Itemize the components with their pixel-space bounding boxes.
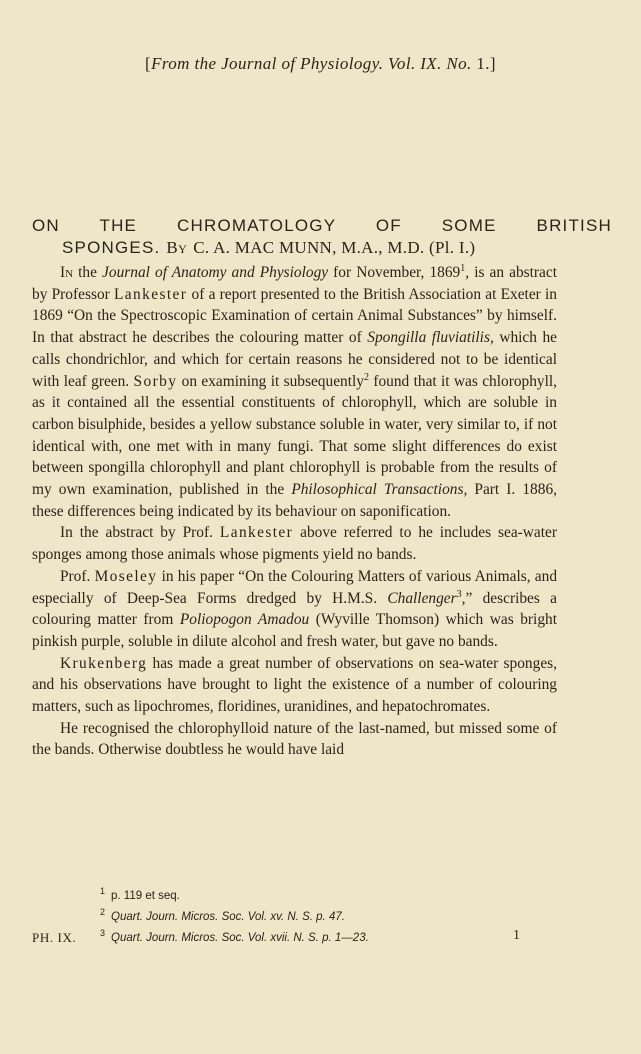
title-line-2 <box>32 237 612 259</box>
text-run: the <box>73 264 103 281</box>
paragraph-3 <box>32 566 557 653</box>
text-run: found that it was chlorophyll, as it contained all the essential constituents of chlorophyll, which are soluble in carbon bisulphide, besides a yellow substance soluble in water, very similar to, if not identical with, one met with in many fungi. That some slight differences do exist between spongilla chlorophyll and plant chlorophyll is probable from the results of my own examination, published in the <box>32 372 558 499</box>
footnote-ref-2: 2 <box>363 371 369 383</box>
header-from: From the <box>151 54 222 73</box>
footnote-text: Quart. Journ. Micros. Soc. Vol. xvii. N. S. p. 1—23. <box>111 931 369 944</box>
header-volume: Vol. IX. No. <box>383 54 477 73</box>
paragraph-1 <box>32 262 557 522</box>
text-run: on examining it subsequently <box>177 372 364 390</box>
byline-by: By <box>166 238 188 257</box>
journal-title: Journal of Anatomy and Physiology <box>102 264 329 281</box>
page-number: 1 <box>513 928 520 943</box>
author-ref: Moseley <box>94 567 158 585</box>
species-name: Spongilla fluviatilis, <box>367 329 494 347</box>
article-body <box>32 262 557 761</box>
title-line-1: ON THE CHROMATOLOGY OF SOME BRITISH <box>32 216 612 235</box>
footnote-3 <box>100 925 560 946</box>
footnote-text: Quart. Journ. Micros. Soc. Vol. xv. N. S. p. 47. <box>111 910 345 923</box>
text-run: ,” describes a colouring matter from <box>32 589 557 629</box>
footnote-text: p. 119 et seq. <box>111 889 180 902</box>
paragraph-2 <box>32 522 557 565</box>
footnotes <box>100 883 560 945</box>
author-name: C. A. MAC MUNN, M.A., M.D. (Pl. I.) <box>193 238 476 257</box>
footnote-ref-3: 3 <box>456 588 462 600</box>
text-run: (Wyville Thomson) which was bright pinkish purple, soluble in dilute alcohol and fresh water, but gave no bands. <box>32 611 558 650</box>
header-journal: Journal of Physiology. <box>221 54 384 73</box>
signature-mark: PH. IX. <box>32 930 77 945</box>
journal-header <box>0 54 641 74</box>
footnote-2 <box>100 904 560 925</box>
footnote-number: 1 <box>100 886 106 896</box>
text-run: has made a great number of observations on sea-water sponges, and his observations have brought to light the existence of a number of colouring matters, such as lipochromes, floridines, uranidines, and hepatochromates. <box>32 654 557 716</box>
author-ref: Sorby <box>133 372 178 390</box>
author-ref: Krukenberg <box>60 654 148 672</box>
text-run: He recognised the chlorophylloid nature of the last-named, but missed some of the bands. Otherwise doubtless he would have laid <box>32 719 557 759</box>
text-run: for November, 1869 <box>328 264 461 281</box>
header-number: 1. <box>476 54 490 73</box>
text-run: Part I. 1886, these differences being indicated by its behaviour on saponification. <box>32 481 557 520</box>
text-run: , is an abstract by Professor <box>32 264 557 303</box>
footnote-number: 3 <box>100 927 106 938</box>
text-run: which he calls chondrichlor, and which for certain reasons he considered not to be identical with leaf green. <box>32 329 558 390</box>
ship-name: Challenger <box>387 589 457 607</box>
species-name: Poliopogon Amadou <box>179 611 310 629</box>
publication-title: Philosophical Transactions, <box>291 481 468 499</box>
header-open-bracket: [ <box>145 54 152 73</box>
text-run: Prof. <box>60 567 95 585</box>
title-line-2-text: SPONGES. <box>62 238 161 257</box>
dropcap-word: In <box>60 264 74 281</box>
footnote-number: 2 <box>100 906 106 917</box>
paragraph-5 <box>32 718 557 761</box>
author-ref: Lankester <box>114 285 188 303</box>
footnote-ref-1: 1 <box>460 262 466 274</box>
article-title <box>32 215 612 259</box>
footnote-1 <box>100 883 560 904</box>
text-run: In the abstract by Prof. <box>60 524 220 542</box>
text-run: of a report presented to the British Association at Exeter in 1869 “On the Spectroscopic Examination of certain Animal Substances” by himself. In that abstract he describes the colouring matter of <box>32 285 557 347</box>
author-ref: Lankester <box>219 524 294 542</box>
text-run: above referred to he includes sea-water sponges among those animals whose pigments yield no bands. <box>32 524 557 564</box>
paragraph-4 <box>32 653 557 718</box>
text-run: in his paper “On the Colouring Matters of various Animals, and especially of Deep-Sea Forms dredged by H.M.S. <box>32 567 558 607</box>
header-close-bracket: ] <box>489 54 496 73</box>
